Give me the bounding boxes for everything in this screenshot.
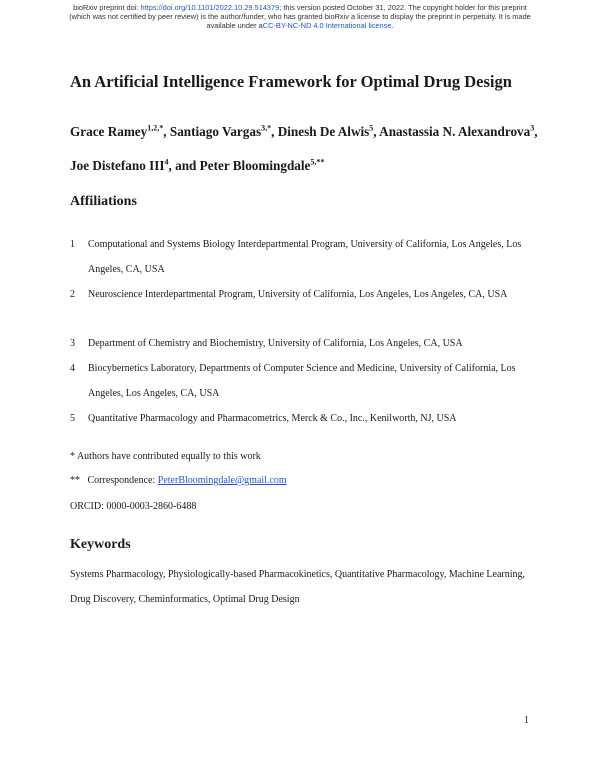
preprint-notice [0,3,600,30]
affiliation-number: 3 [70,338,75,349]
correspondence-note [70,474,287,488]
orcid: ORCID: 0000-0003-2860-6488 [70,501,197,512]
affiliation-number: 1 [70,239,75,250]
notice-text: bioRxiv preprint doi: [73,3,141,12]
author-affiliation-marker: 3 [530,123,535,133]
notice-text: ; this version posted October 31, 2022. The copyright holder for this preprint [279,3,527,12]
affiliation-item [70,406,540,431]
author-separator: , [271,124,278,139]
equal-contribution-note: * Authors have contributed equally to this work [70,451,261,462]
affiliation-item [70,356,540,406]
correspondence-email-link[interactable]: PeterBloomingdale@gmail.com [157,475,287,486]
author-affiliation-marker: 5 [369,123,374,133]
license-link[interactable]: CC-BY-NC-ND 4.0 International license [262,21,392,30]
author-name: Peter Bloomingdale [199,158,311,173]
author-name: Joe Distefano III [70,158,165,173]
author-affiliation-marker: 3,* [261,123,272,133]
affiliation-text: Biocybernetics Laboratory, Departments of Computer Science and Medicine, University of California, Los Angeles, Los Angeles, CA, USA [88,363,516,399]
affiliation-item [70,232,540,282]
affiliation-text: Department of Chemistry and Biochemistry, University of California, Los Angeles, CA, USA [88,338,463,349]
author-list [70,115,540,183]
notice-text: . [391,21,394,30]
keywords-heading: Keywords [70,537,131,552]
doi-link[interactable]: https://doi.org/10.1101/2022.10.29.514379 [140,3,280,12]
author-affiliation-marker: 1,2,* [147,123,164,133]
author-separator: , and [168,158,200,173]
affiliation-number: 5 [70,413,75,424]
author-separator: , [534,124,538,139]
author-name: Santiago Vargas [169,124,262,139]
author-affiliation-marker: 4 [164,157,169,167]
affiliation-text: Computational and Systems Biology Interdepartmental Program, University of California, Los Angeles, Los Angeles, CA, USA [88,239,522,275]
notice-text: (which was not certified by peer review) is the author/funder, who has granted bioRxiv a license to display the preprint in perpetuity. It is made [69,12,531,21]
affiliation-number: 4 [70,363,75,374]
affiliation-number: 2 [70,289,75,300]
author-name: Anastassia N. Alexandrova [379,124,531,139]
affiliations-heading: Affiliations [70,194,137,209]
correspondence-label: ** Correspondence: [70,475,158,486]
author-separator: , [163,124,170,139]
notice-text: available under a [206,21,263,30]
author-name: Dinesh De Alwis [277,124,370,139]
page-number: 1 [524,715,529,726]
affiliation-item [70,282,540,307]
author-affiliation-marker: 5,** [310,157,325,167]
keywords-text: Systems Pharmacology, Physiologically-based Pharmacokinetics, Quantitative Pharmacology, Machine Learning, Drug Discovery, Cheminformatics, Optimal Drug Design [70,569,525,605]
paper-title: An Artificial Intelligence Framework for Optimal Drug Design [70,72,512,91]
affiliation-text: Neuroscience Interdepartmental Program, University of California, Los Angeles, Los Angeles, CA, USA [88,289,508,300]
author-separator: , [373,124,380,139]
author-name: Grace Ramey [70,124,148,139]
affiliation-text: Quantitative Pharmacology and Pharmacometrics, Merck & Co., Inc., Kenilworth, NJ, USA [88,413,457,424]
affiliation-item [70,331,540,356]
